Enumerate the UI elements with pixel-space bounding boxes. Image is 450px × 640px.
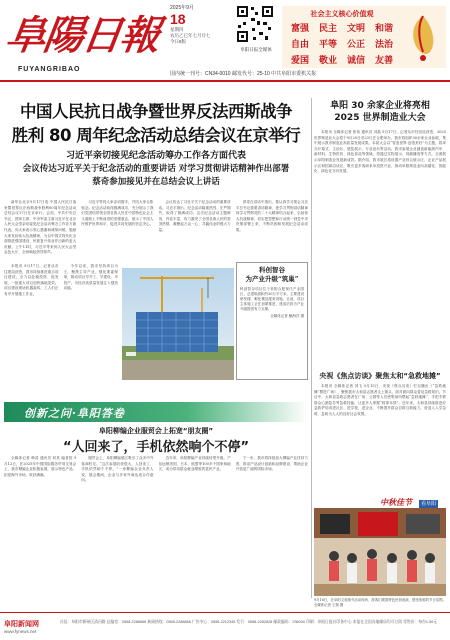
core-value: 民主 — [318, 24, 337, 34]
date-month: 2025年9月 — [170, 5, 194, 11]
footer-site-url[interactable]: www.fynews.net — [4, 629, 37, 634]
section-band-title: 创新之问·阜阳答卷 — [24, 407, 125, 420]
section-column — [81, 456, 153, 608]
site-article-body — [4, 264, 118, 396]
core-values-panel — [282, 6, 446, 68]
section-paragraph: 近年来，阜阳柳编产业持续转型升级，产品远销美国、日本、欧盟等100多个国家和地区，成为带动群众就业增收的富民产业。 — [158, 456, 231, 472]
right-top-headline — [314, 100, 446, 124]
core-values-title: 社会主义核心价值观 — [310, 9, 374, 18]
section-paragraph: 服贸会上，阜阳柳编展区吸引了众多中外客商驻足。“这次参展收获很大，人回来了，手机依然响个不停。”一家柳编企业负责人说，展会期间，企业与多家外商达成合作意向。 — [81, 456, 154, 483]
section-column — [4, 456, 76, 608]
date-day: 18 — [170, 11, 186, 27]
lead-paragraph: 蔡奇在讲话中指出，要认真学习领会习近平总书记重要讲话精神，把学习贯彻讲话精神同学习贯彻党的二十大精神结合起来，弘扬伟大抗战精神，切实把思想和行动统一到党中央决策部署上来，不断巩固和发展纪念活动成果。 — [235, 200, 308, 232]
core-values-grid — [286, 21, 398, 66]
lead-paragraph: 习近平等同大家亲切握手，并同大家合影留念。纪念活动取得圆满成功，充分展示了我们党团结带领全国各族人民在中国特色社会主义道路上不断前进的坚强意志，展示了中国人民维护世界和平、促进共同发展的坚定决心。 — [81, 200, 154, 227]
lead-deck-line2: 蔡奇参加接见并在总结会议上讲话 — [92, 177, 220, 187]
mid-autumn-badge — [380, 490, 446, 506]
masthead — [0, 0, 450, 82]
footer-site-logo[interactable]: 阜阳新闻网 — [4, 621, 39, 628]
logo-pinyin: FUYANGRIBAO — [18, 66, 81, 73]
core-value: 公正 — [346, 40, 365, 50]
section-band — [4, 402, 308, 422]
footer-publisher-info: 社址：阜阳市颍州区清河路 总编室：0558-2286666 新闻热线：0558-2288866 广告中心：0558-2212345 发行：0558-2282828 邮政编码：236000 印刷：阜阳日报社印务中心 本报在全国各地邮局均可订阅 零售价：每份1.50元 — [60, 620, 438, 624]
lead-deck-line1: 会议传达习近平关于纪念活动的重要讲话 对学习贯彻讲话精神作出部署 — [22, 164, 290, 174]
section-column — [159, 456, 231, 608]
lead-article-body — [4, 200, 308, 260]
core-value: 文明 — [346, 24, 365, 34]
right-top-body — [314, 130, 446, 366]
lead-paragraph: 新华社北京9月17日电 中国人民抗日战争暨世界反法西斯战争胜利80周年纪念活动总结会议17日在京举行。会前，中共中央总书记、国家主席、中央军委主席习近平在北京人民大会堂亲切接见纪念活动筹办工作各方面代表，向大家表示衷心感谢和诚挚问候，勉励大家发扬伟大抗战精神，为以中国式现代化全面推进强国建设、民族复兴伟业作出新的更大贡献。上午11时，习近平等来到人民大会堂金色大厅，全场响起热烈掌声。 — [4, 200, 77, 255]
lead-paragraph: 会议传达了习近平关于纪念活动的重要讲话。习近平指出，纪念活动隆重热烈、庄严简约，取得了圆满成功。这次纪念活动主题鲜明、内容丰富，有力激发了全国各族人民的爱国热情，凝聚起万众一心、共襄伟业的强大力量。 — [158, 200, 231, 232]
right-mid-headline[interactable]: 央视《焦点访谈》聚焦太和“急救地摊” — [319, 372, 441, 380]
site-headline-line1[interactable]: 科创智谷 — [259, 266, 285, 274]
site-headline-line2[interactable]: 为产业升级“筑巢” — [245, 275, 299, 283]
lead-article-header — [4, 100, 308, 189]
core-value: 法治 — [374, 40, 393, 50]
site-photo-credit: 全媒体记者 鲍海洋 摄 — [270, 314, 304, 318]
footer — [0, 612, 450, 640]
right-top-headline-line2[interactable]: 2025 世界制造业大会 — [334, 113, 426, 123]
event-photo-caption: 9月16日，在阜阳文旅推介活动现场，游客们观看特色民俗表演，感受浓郁的节日氛围。全媒体记者 王瑞 摄 — [314, 598, 446, 607]
core-value: 爱国 — [290, 56, 309, 66]
lantern-decoration-icon — [404, 12, 442, 64]
core-value: 富强 — [290, 24, 309, 34]
site-column — [4, 264, 59, 396]
site-photo-caption-box — [236, 262, 308, 380]
core-value: 自由 — [290, 40, 309, 50]
section-paragraph: 下一步，我市将持续加大柳编产业扶持力度，推动产品设计创新和品牌建设，帮助企业开拓更广阔的国际市场。 — [235, 456, 308, 472]
section-article-body — [4, 456, 308, 608]
qr-label: 阜阳日报全媒体 — [240, 47, 272, 52]
lead-column — [4, 200, 76, 260]
qr-code-icon[interactable] — [235, 4, 275, 44]
lead-column — [81, 200, 153, 260]
core-value: 诚信 — [346, 56, 365, 66]
core-value: 和谐 — [374, 24, 393, 34]
newspaper-logo — [2, 8, 166, 64]
site-caption-text: 科创智谷项目位于阜阳合肥现代产业园区，总建筑面积约30万平方米，主要建设研发楼、孵化楼及配套设施。目前，项目主体施工正在加紧推进，建成后将为产业升级提供有力支撑。 — [240, 287, 304, 311]
lead-headline-line1[interactable]: 中国人民抗日战争暨世界反法西斯战争 — [20, 102, 292, 121]
lead-column — [236, 200, 308, 260]
right-mid-column — [314, 384, 446, 488]
right-top-headline-line1[interactable]: 阜阳 30 余家企业将亮相 — [330, 101, 430, 111]
core-value: 平等 — [318, 40, 337, 50]
right-mid-paragraph: 本报讯 全媒体记者 刘飞 9月15日，央视《焦点访谈》栏目播出《“急救地摊”摆进广场》，聚焦我市太和县志愿者走上街头，面对面向群众普及急救知识。节目中，太和县急救志愿者在广场、公园等人员密集场所摆起“急救地摊”，手把手教群众心肺复苏等急救技能，让更多人掌握“救命本领”。近年来，太和县持续推进应急救护培训进社区、进学校、进企业，不断提升群众自救互救能力，营造人人学急救、急救为人人的良好社会氛围。 — [314, 384, 446, 416]
section-column — [236, 456, 308, 608]
right-mid-body — [314, 384, 446, 488]
lead-headline-line2[interactable]: 胜利 80 周年纪念活动总结会议在京举行 — [11, 126, 301, 145]
site-column — [64, 264, 119, 396]
column-divider — [311, 98, 312, 598]
date-box — [170, 4, 232, 46]
section-headline[interactable]: “人回来了，手机依然响个不停” — [62, 440, 250, 455]
date-lunar: 农历乙巳年七月廿七 — [170, 33, 211, 38]
core-value: 友善 — [374, 56, 393, 66]
edition-count: 今日8版 — [170, 39, 187, 44]
lead-subhead: 习近平亲切接见纪念活动筹办工作各方面代表 — [65, 151, 246, 161]
core-value: 敬业 — [318, 56, 337, 66]
lead-column — [159, 200, 231, 260]
section-paragraph: 全媒体记者 韩清 通讯员 何其 编者按 9月12日，在2025年中国国际服务贸易交易会上，我市柳编企业积极参展，展示特色产品，拓宽海外市场，收获满满。 — [4, 456, 77, 477]
issue-line: 国内统一刊号：CN34-0010 邮发代号：25-10 中共阜阳市委机关报 — [170, 71, 317, 77]
logo-text: 阜陽日報 — [2, 12, 162, 59]
cultural-event-photo[interactable] — [314, 508, 446, 596]
section-subhead: 阜阳柳编企业服贸会上拓宽“朋友圈” — [98, 427, 214, 435]
mid-autumn-badge-title: 中秋佳节 — [380, 497, 412, 507]
right-top-column — [314, 130, 446, 366]
construction-site-photo[interactable] — [122, 268, 234, 380]
site-paragraph: 本报讯 9月17日，记者从市住建局获悉，我市持续推进重点项目建设，全力以赴稳投资、促发展，一批重大项目加快落地见效。项目建设现场机器轰鸣，工人们正有序开展施工作业。 — [4, 264, 59, 296]
site-paragraph: 今年以来，我市坚持项目为王，聚焦主导产业，强化要素保障，推动项目早开工、早建设、早投产，为经济高质量发展注入强劲动能。 — [63, 264, 118, 291]
date-weekday: 星期四 — [170, 27, 184, 32]
mid-autumn-badge-sub: 看阜阳 — [421, 501, 437, 507]
right-top-paragraph: 本报讯 全媒体记者 张伟 通讯员 刘晶 9月17日，记者从市经信局获悉，2025世界制造业大会将于9月20日至23日在合肥举办，我市将组织30余家企业参展，集中展示我市制造业高质量发展成果。本届大会以“智造世界·创造美好”为主题，将举办开幕式、主论坛、展览展示、专业论坛等活动。我市参展企业涵盖新能源汽车、新材料、生物医药、绿色食品等领域，将通过实物展示、视频播放等方式，全面展示阜阳制造业发展新成效。据介绍，我市展区将设置产业综合展示区、企业产品展示区和招商洽谈区，吸引更多客商来阜投资兴业，推动阜阳制造业向高端化、智能化、绿色化方向发展。 — [314, 130, 446, 174]
